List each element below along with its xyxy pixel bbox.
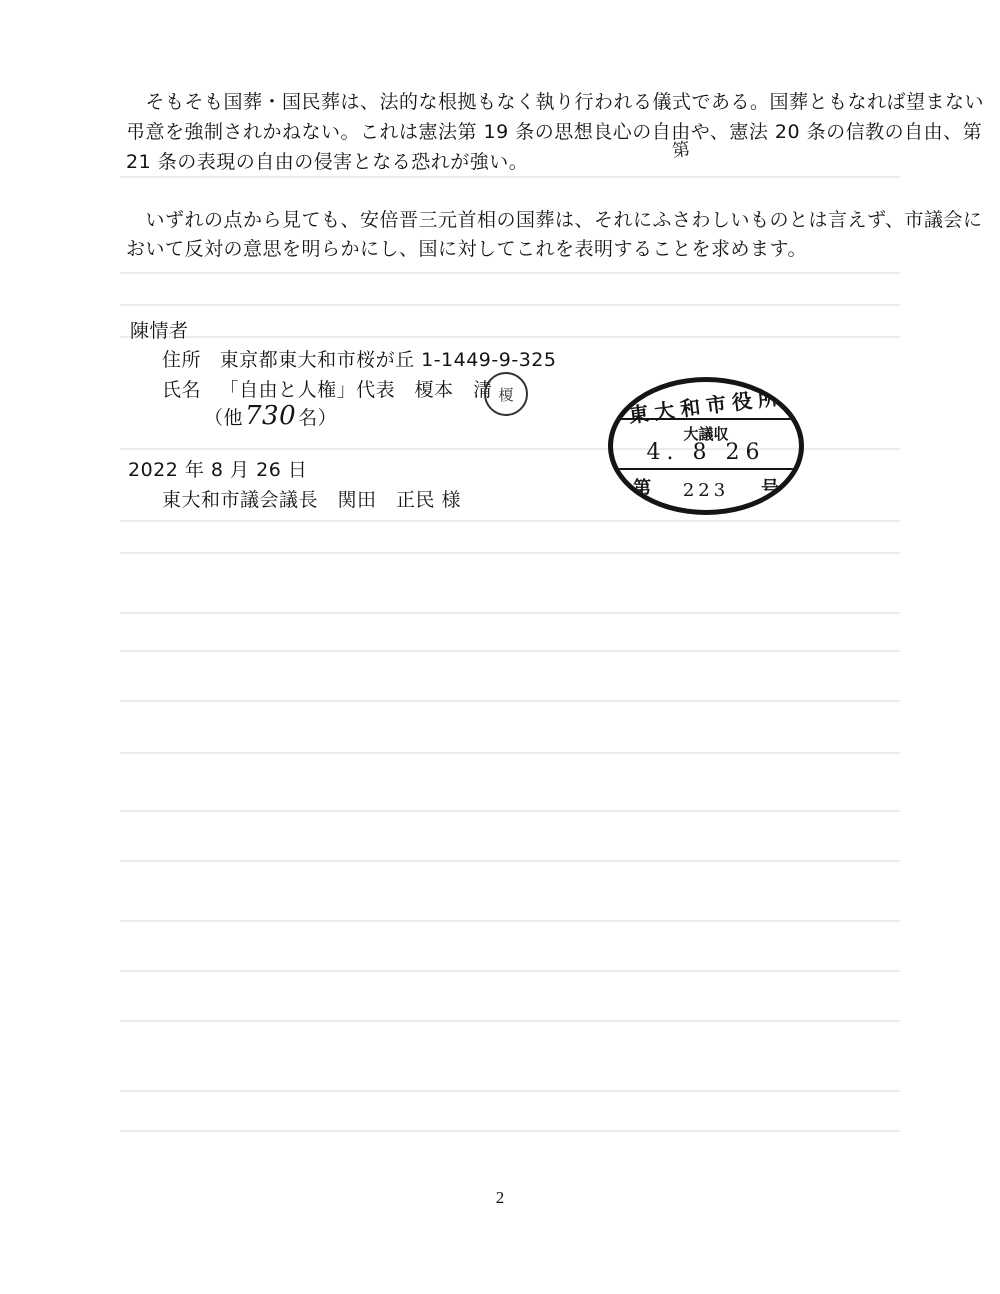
stamp-band-bottom xyxy=(611,468,801,470)
page-number: 2 xyxy=(495,1188,505,1207)
paragraph-1-line-2: 弔意を強制されかねない。これは憲法第 19 条の思想良心の自由や、憲法 20 条の信教の自由、第 xyxy=(126,121,983,143)
show-through-line xyxy=(120,272,900,274)
stamp-number: 223 xyxy=(682,480,730,501)
recipient: 東大和市議会議長 関田 正民 様 xyxy=(162,489,462,511)
paragraph-1-line-3: 21 条の表現の自由の侵害となる恐れが強い。 xyxy=(126,151,529,173)
stamp-date: 4. 8 26 xyxy=(646,440,766,465)
personal-seal xyxy=(484,372,528,416)
paragraph-1-line-1: そもそも国葬・国民葬は、法的な根拠もなく執り行われる儀式である。国葬ともなれば望まない xyxy=(126,91,985,113)
show-through-line xyxy=(120,176,900,178)
show-through-line xyxy=(120,920,900,922)
handwritten-correction-mark: 第 xyxy=(670,138,692,163)
others-suffix: 名） xyxy=(298,407,338,429)
show-through-line xyxy=(120,1020,900,1022)
stamp-receipt-label: 大議収 xyxy=(683,425,729,443)
address-row xyxy=(162,345,556,372)
others-count-row xyxy=(204,401,337,431)
others-count-handwritten: 730 xyxy=(245,401,297,431)
show-through-line xyxy=(120,612,900,614)
show-through-line xyxy=(120,752,900,754)
petitioner-label: 陳情者 xyxy=(130,320,189,342)
name-value: 「自由と人権」代表 榎本 清 xyxy=(219,379,493,401)
show-through-line xyxy=(120,336,900,338)
reception-stamp xyxy=(608,377,804,515)
name-label: 氏名 xyxy=(162,379,202,401)
paragraph-2-line-2: おいて反対の意思を明らかにし、国に対してこれを表明することを求めます。 xyxy=(126,238,807,260)
address-value: 東京都東大和市桜が丘 1-1449-9-325 xyxy=(219,349,557,371)
show-through-line xyxy=(120,304,900,306)
paragraph-2-line-1: いずれの点から見ても、安倍晋三元首相の国葬は、それにふさわしいものとは言えず、市議会に xyxy=(126,209,983,231)
show-through-line xyxy=(120,860,900,862)
show-through-line xyxy=(120,810,900,812)
others-prefix: （他 xyxy=(204,407,244,429)
show-through-line xyxy=(120,700,900,702)
show-through-line xyxy=(120,970,900,972)
stamp-office-name: 東大和市役所 xyxy=(627,384,786,428)
stamp-gou: 号 xyxy=(761,478,779,499)
show-through-line xyxy=(120,552,900,554)
show-through-line xyxy=(120,1090,900,1092)
seal-text: 榎 xyxy=(498,385,514,404)
show-through-line xyxy=(120,650,900,652)
show-through-line xyxy=(120,1130,900,1132)
document-date: 2022 年 8 月 26 日 xyxy=(128,459,308,481)
address-label: 住所 xyxy=(162,349,202,371)
show-through-line xyxy=(120,520,900,522)
name-row xyxy=(162,375,493,402)
stamp-dai: 第 xyxy=(633,478,651,499)
